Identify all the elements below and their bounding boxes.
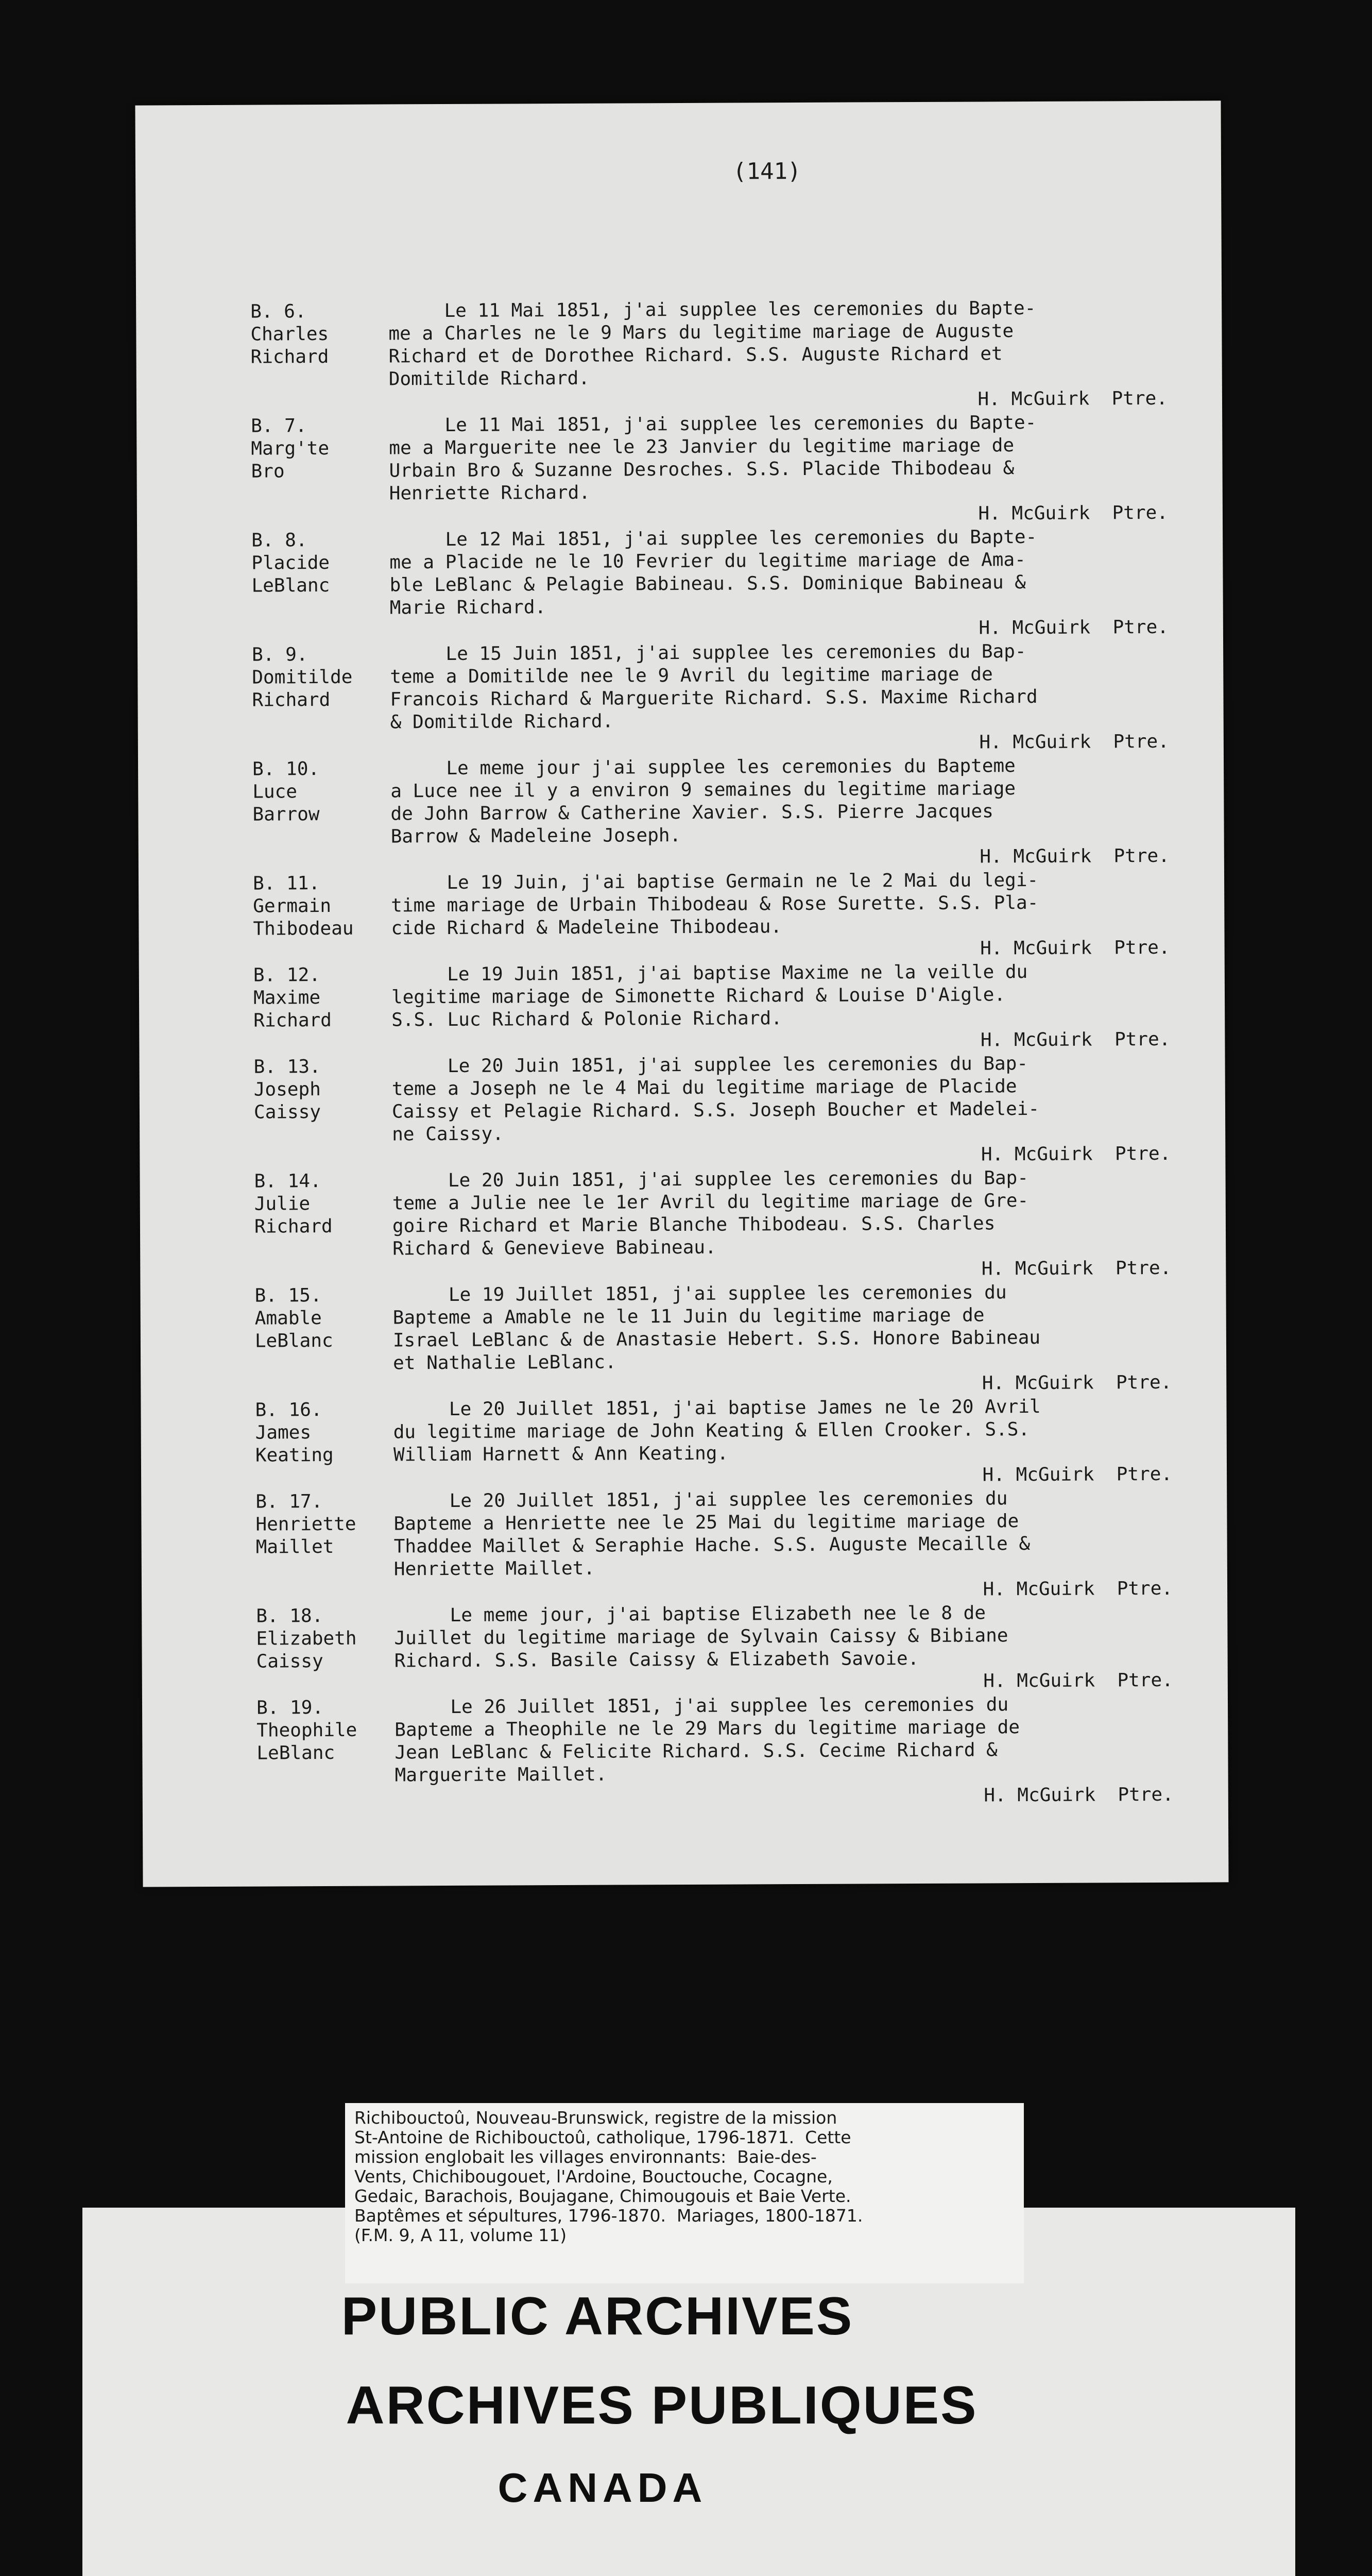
priest-signature: H. McGuirk Ptre. — [982, 1463, 1173, 1486]
entry-label-line: Germain — [253, 895, 332, 917]
entry-text — [388, 296, 1233, 413]
entry-text-line: time mariage de Urbain Thibodeau & Rose Surette. S.S. Pla- — [391, 892, 1039, 917]
entry-label-line: B. 18. — [256, 1605, 323, 1627]
entry-text-line: Le meme jour, j'ai baptise Elizabeth nee le 8 de — [394, 1602, 986, 1626]
entry-text-line: Le 20 Juin 1851, j'ai supplee les ceremonies du Bap- — [392, 1167, 1029, 1192]
entry-label-line: B. 8. — [251, 530, 307, 551]
priest-signature: H. McGuirk Ptre. — [982, 1371, 1172, 1394]
entry-text-line: de John Barrow & Catherine Xavier. S.S. Pierre Jacques — [390, 801, 993, 825]
entry-label-line: B. 16. — [255, 1399, 322, 1421]
archive-label-line: Gedaic, Barachois, Boujagane, Chimougouis et Baie Verte. — [354, 2186, 851, 2206]
entry-label — [252, 758, 387, 826]
entry-label-line: James — [255, 1422, 312, 1444]
entry-text — [389, 411, 1234, 528]
entry-text-line: Le 19 Juin 1851, j'ai baptise Maxime ne la veille du — [391, 961, 1028, 986]
entry-label-line: B. 12. — [253, 964, 320, 986]
entry-text-line: Richard & Genevieve Babineau. — [392, 1236, 716, 1260]
entry-text-line: Marguerite Maillet. — [395, 1764, 607, 1786]
entry-text-line: Henriette Maillet. — [393, 1557, 595, 1580]
entry-text-line: Urbain Bro & Suzanne Desroches. S.S. Placide Thibodeau & — [389, 457, 1015, 482]
entry-text-line: teme a Domitilde nee le 9 Avril du legitime mariage de — [390, 664, 993, 688]
entry-text-line: Domitilde Richard. — [388, 367, 590, 390]
entry-label-line: B. 7. — [251, 415, 307, 437]
entry-label-line: Maillet — [255, 1536, 334, 1558]
entry-text-line: Jean LeBlanc & Felicite Richard. S.S. Cecime Richard & — [395, 1739, 998, 1764]
entry-label-line: Domitilde — [252, 666, 353, 688]
entry-label-line: Richard — [253, 1009, 332, 1031]
entry-label-line: Julie — [254, 1193, 311, 1215]
entry-text — [393, 1395, 1238, 1489]
entry-text-line: Israel LeBlanc & de Anastasie Hebert. S.S. Honore Babineau — [392, 1327, 1041, 1351]
public-archives-title: PUBLIC ARCHIVES — [341, 2286, 854, 2346]
canada-title: CANADA — [498, 2465, 708, 2511]
entry-text-line: Marie Richard. — [389, 597, 546, 619]
priest-signature: H. McGuirk Ptre. — [980, 937, 1170, 959]
entry-text-line: et Nathalie LeBlanc. — [393, 1351, 616, 1374]
entry-label — [255, 1490, 390, 1558]
archives-publiques-title: ARCHIVES PUBLIQUES — [346, 2376, 978, 2435]
entry-label — [252, 643, 386, 712]
entry-label — [254, 1170, 388, 1238]
register-page — [135, 100, 1228, 1887]
entry-text — [392, 1280, 1238, 1397]
entry-label — [251, 415, 385, 483]
entry-label — [254, 1284, 389, 1352]
entry-text-line: Le 20 Juin 1851, j'ai supplee les ceremonies du Bap- — [391, 1053, 1028, 1077]
entry-label-line: B. 17. — [255, 1491, 323, 1513]
entry-label — [253, 963, 388, 1032]
entry-label-line: Richard — [250, 346, 329, 368]
entry-text-line: Thaddee Maillet & Seraphie Hache. S.S. Auguste Mecaille & — [393, 1533, 1031, 1557]
priest-signature: H. McGuirk Ptre. — [980, 1028, 1171, 1051]
entry-label-line: Luce — [252, 781, 298, 803]
entry-text-line: Henriette Richard. — [389, 482, 590, 504]
entry-label — [251, 529, 386, 598]
baptism-entry — [136, 296, 1222, 410]
entry-text — [392, 1052, 1237, 1168]
entry-text-line: Caissy et Pelagie Richard. S.S. Joseph Boucher et Madelei- — [391, 1098, 1040, 1123]
entry-label-line: B. 9. — [252, 644, 308, 666]
entry-label-line: Keating — [255, 1444, 334, 1466]
entry-text — [391, 960, 1237, 1054]
entry-label — [256, 1696, 391, 1765]
entry-label — [254, 1055, 388, 1124]
entry-label-line: B. 6. — [250, 301, 306, 323]
entry-label-line: B. 14. — [254, 1171, 321, 1192]
entry-label — [250, 300, 385, 369]
entry-label-line: Richard — [254, 1215, 333, 1238]
priest-signature: H. McGuirk Ptre. — [977, 387, 1168, 410]
entry-label-line: B. 15. — [254, 1285, 322, 1307]
priest-signature: H. McGuirk Ptre. — [981, 1143, 1171, 1165]
archive-label-line: Baptêmes et sépultures, 1796-1870. Mariages, 1800-1871. — [354, 2206, 863, 2226]
entry-text-line: ne Caissy. — [392, 1123, 504, 1145]
page-number: (141) — [732, 158, 801, 185]
entry-text-line: Le 15 Juin 1851, j'ai supplee les ceremonies du Bap- — [390, 641, 1026, 665]
entry-text-line: S.S. Luc Richard & Polonie Richard. — [391, 1008, 782, 1031]
priest-signature: H. McGuirk Ptre. — [983, 1669, 1173, 1692]
entry-text-line: me a Placide ne le 10 Fevrier du legitime mariage de Ama- — [389, 549, 1026, 573]
entry-text — [393, 1486, 1239, 1603]
entry-text — [394, 1601, 1239, 1695]
priest-signature: H. McGuirk Ptre. — [984, 1784, 1174, 1806]
entry-label-line: Thibodeau — [253, 918, 354, 940]
entry-label-line: LeBlanc — [256, 1742, 335, 1764]
archive-label-line: mission englobait les villages environnants: Baie-des- — [354, 2147, 817, 2167]
entry-label-line: LeBlanc — [251, 574, 330, 597]
archive-label-line: (F.M. 9, A 11, volume 11) — [354, 2225, 567, 2245]
priest-signature: H. McGuirk Ptre. — [979, 731, 1169, 753]
entry-text-line: Juillet du legitime mariage de Sylvain Caissy & Bibiane — [394, 1625, 1008, 1649]
entry-label-line: Charles — [250, 323, 329, 345]
entry-text-line: Le meme jour j'ai supplee les ceremonies du Bapteme — [390, 755, 1016, 779]
archive-label-line: St-Antoine de Richibouctoû, catholique, 1796-1871. Cette — [354, 2127, 851, 2147]
entry-label-line: Bro — [251, 461, 285, 482]
entry-text-line: goire Richard et Marie Blanche Thibodeau. S.S. Charles — [392, 1213, 996, 1237]
archive-label-line: Richibouctoû, Nouveau-Brunswick, registre de la mission — [354, 2108, 837, 2128]
entry-label-line: B. 13. — [253, 1056, 321, 1078]
entry-text-line: Richard. S.S. Basile Caissy & Elizabeth Savoie. — [394, 1648, 919, 1672]
entry-text-line: a Luce nee il y a environ 9 semaines du legitime mariage — [390, 778, 1016, 802]
entry-text-line: teme a Julie nee le 1er Avril du legitime mariage de Gre- — [392, 1190, 1029, 1214]
entry-label-line: LeBlanc — [254, 1330, 333, 1352]
priest-signature: H. McGuirk Ptre. — [980, 845, 1170, 868]
entry-label-line: B. 19. — [256, 1697, 324, 1719]
priest-signature: H. McGuirk Ptre. — [983, 1578, 1173, 1600]
entry-label — [255, 1398, 389, 1467]
entry-label-line: Marg'te — [251, 437, 330, 460]
entry-text-line: me a Marguerite nee le 23 Janvier du legitime mariage de — [389, 435, 1015, 459]
entry-label-line: Amable — [254, 1308, 322, 1329]
entry-text — [392, 1166, 1237, 1283]
entry-text-line: Richard et de Dorothee Richard. S.S. Auguste Richard et — [388, 343, 1003, 367]
entry-label-line: Richard — [252, 689, 331, 711]
entry-label-line: Caissy — [253, 1101, 321, 1123]
entry-text-line: William Harnett & Ann Keating. — [393, 1443, 729, 1466]
entry-text-line: Le 11 Mai 1851, j'ai supplee les ceremonies du Bapte- — [388, 297, 1036, 322]
entry-text-line: teme a Joseph ne le 4 Mai du legitime mariage de Placide — [391, 1076, 1017, 1100]
entry-text — [389, 525, 1234, 642]
entry-text-line: legitime mariage de Simonette Richard & Louise D'Aigle. — [391, 984, 1006, 1008]
entry-text-line: Bapteme a Henriette nee le 25 Mai du legitime mariage de — [393, 1511, 1019, 1535]
entry-label — [256, 1604, 390, 1673]
entry-label-line: Barrow — [252, 804, 320, 825]
entry-text-line: Le 11 Mai 1851, j'ai supplee les ceremonies du Bapte- — [389, 412, 1037, 436]
entry-text — [395, 1692, 1240, 1809]
entry-label-line: Henriette — [255, 1513, 356, 1535]
entry-text-line: Barrow & Madeleine Joseph. — [390, 825, 681, 848]
entry-text-line: cide Richard & Madeleine Thibodeau. — [391, 916, 782, 939]
entry-label-line: B. 11. — [252, 873, 320, 894]
entry-text-line: Bapteme a Theophile ne le 29 Mars du legitime mariage de — [395, 1717, 1020, 1741]
priest-signature: H. McGuirk Ptre. — [979, 616, 1169, 639]
entry-label-line: Elizabeth — [256, 1628, 357, 1650]
entry-text-line: ble LeBlanc & Pelagie Babineau. S.S. Dominique Babineau & — [389, 572, 1026, 596]
entry-text — [391, 868, 1236, 962]
entry-label — [253, 872, 387, 940]
entry-text-line: Le 26 Juillet 1851, j'ai supplee les ceremonies du — [394, 1694, 1009, 1718]
entry-text — [390, 754, 1236, 871]
entry-text-line: Le 20 Juillet 1851, j'ai supplee les ceremonies du — [393, 1488, 1008, 1512]
archive-description-label — [345, 2103, 1024, 2283]
entry-label-line: Caissy — [256, 1651, 323, 1672]
archive-label-line: Vents, Chichibougouet, l'Ardoine, Bouctouche, Cocagne, — [354, 2166, 833, 2187]
entry-text-line: Le 12 Mai 1851, j'ai supplee les ceremonies du Bapte- — [389, 526, 1037, 551]
entry-text-line: Le 19 Juin, j'ai baptise Germain ne le 2 Mai du legi- — [390, 869, 1039, 894]
entry-text-line: du legitime mariage de John Keating & Ellen Crooker. S.S. — [393, 1419, 1030, 1443]
entry-text-line: Le 20 Juillet 1851, j'ai baptise James ne le 20 Avril — [393, 1396, 1041, 1420]
entry-label-line: Maxime — [253, 987, 321, 1009]
entry-text-line: Le 19 Juillet 1851, j'ai supplee les ceremonies du — [392, 1282, 1007, 1306]
priest-signature: H. McGuirk Ptre. — [981, 1257, 1172, 1280]
entry-text-line: & Domitilde Richard. — [390, 710, 614, 733]
entry-text — [390, 639, 1235, 756]
entry-text-line: Francois Richard & Marguerite Richard. S.S. Maxime Richard — [390, 686, 1038, 710]
entry-label-line: Placide — [251, 552, 330, 574]
entry-label-line: Joseph — [253, 1079, 321, 1100]
entry-text-line: me a Charles ne le 9 Mars du legitime mariage de Auguste — [388, 320, 1014, 345]
entry-text-line: Bapteme a Amable ne le 11 Juin du legitime mariage de — [392, 1304, 985, 1329]
priest-signature: H. McGuirk Ptre. — [978, 502, 1169, 524]
entry-label-line: Theophile — [256, 1719, 357, 1741]
entry-label-line: B. 10. — [252, 758, 320, 780]
